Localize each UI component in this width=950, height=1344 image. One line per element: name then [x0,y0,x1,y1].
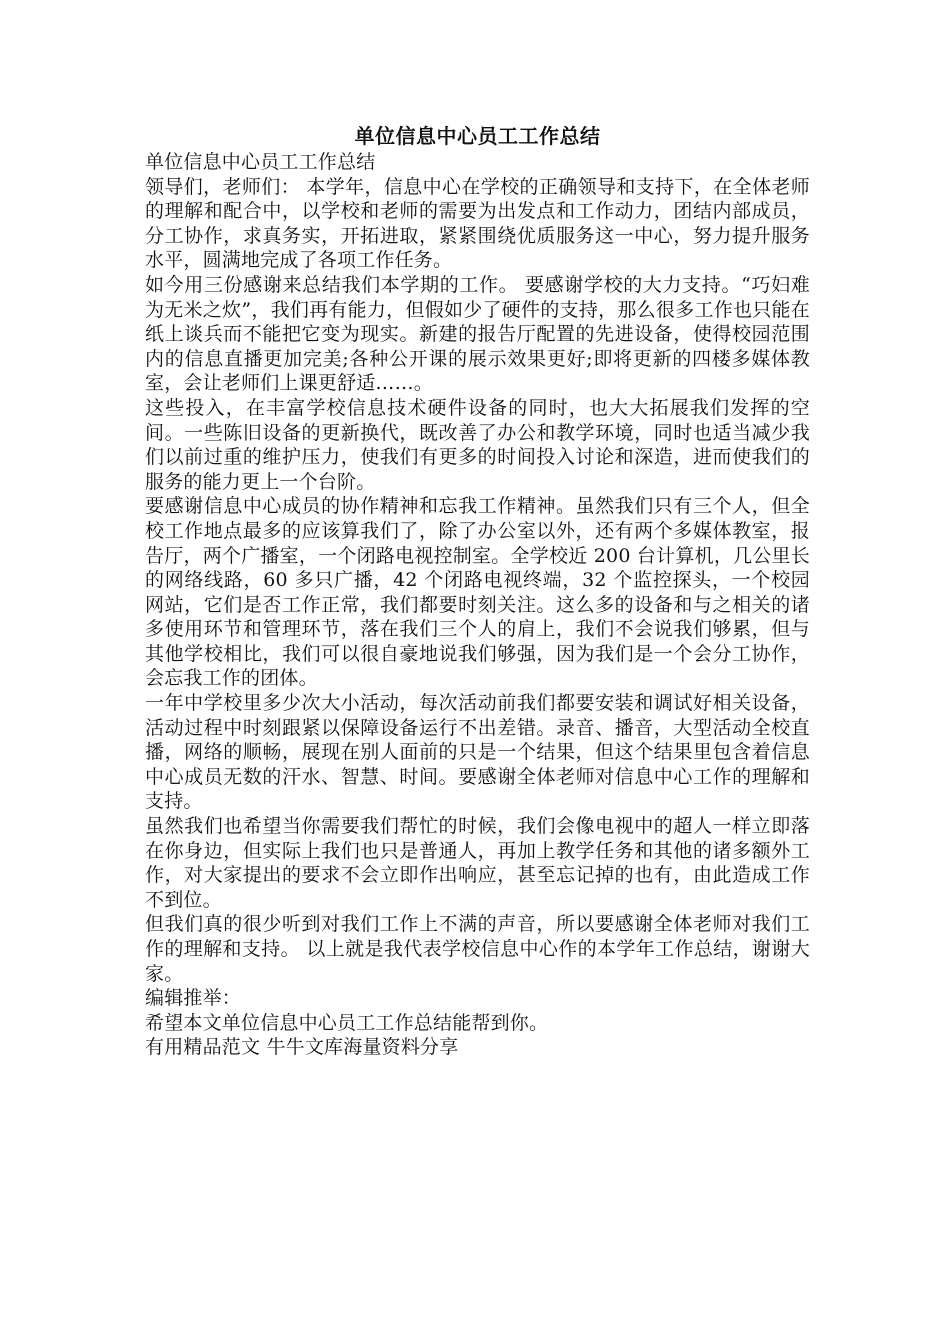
document-body [145,122,810,1060]
paragraph-activities: 一年中学校里多少次大小活动，每次活动前我们都要安装和调试好相关设备，活动过程中时刻跟紧以保障设备运行不出差错。录音、播音，大型活动全校直播，网络的顺畅，展现在别人面前的只是一个结果，但这个结果里包含着信息中心成员无数的汗水、智慧、时间。要感谢全体老师对信息中心工作的理解和支持。 [145,692,810,813]
paragraph-investment: 这些投入，在丰富学校信息技术硬件设备的同时，也大大拓展我们发挥的空间。一些陈旧设备的更新换代，既改善了办公和教学环境，同时也适当减少我们以前过重的维护压力，使我们有更多的时间投入讨论和深造，进而使我们的服务的能力更上一个台阶。 [145,396,810,493]
paragraph-editor-label: 编辑推举： [145,987,242,1010]
paragraph-subtitle: 单位信息中心员工工作总结 [145,151,376,173]
paragraph-thanks-school: 如今用三份感谢来总结我们本学期的工作。 要感谢学校的大力支持。“巧妇难为无米之炊”，我们再有能力，但假如少了硬件的支持，那么很多工作也只能在纸上谈兵而不能把它变为现实。新建的报告厅配置的先进设备，使得校园范围内的信息直播更加完美;各种公开课的展示效果更好;即将更新的四楼多媒体教室，会让老师们上课更舒适……。 [145,273,810,395]
paragraph-editor-note: 希望本文单位信息中心员工工作总结能帮到你。 [145,1011,549,1034]
paragraph-limitations: 虽然我们也希望当你需要我们帮忙的时候，我们会像电视中的超人一样立即落在你身边，但实际上我们也只是普通人，再加上教学任务和其他的诸多额外工作，对大家提出的要求不会立即作出响应，甚至忘记掉的也有，由此造成工作不到位。 [145,815,810,911]
document-title: 单位信息中心员工工作总结 [354,124,601,148]
paragraph-greeting: 领导们，老师们： 本学年，信息中心在学校的正确领导和支持下，在全体老师的理解和配合中，以学校和老师的需要为出发点和工作动力，团结内部成员，分工协作，求真务实，开拓进取，紧紧围绕优质服务这一中心，努力提升服务水平，圆满地完成了各项工作任务。 [145,175,810,272]
paragraph-thanks-team: 要感谢信息中心成员的协作精神和忘我工作精神。虽然我们只有三个人，但全校工作地点最多的应该算我们了，除了办公室以外，还有两个多媒体教室，报告厅，两个广播室，一个闭路电视控制室。全学校近 200 台计算机，几公里长的网络线路，60 多只广播，42 个闭路电视终端，32 个监控探头，一个校园网站，它们是否工作正常，我们都要时刻关注。这么多的设备和与之相关的诸多使用环节和管理环节，落在我们三个人的肩上，我们不会说我们够累，但与其他学校相比，我们可以很自豪地说我们够强，因为我们是一个会分工协作，会忘我工作的团体。 [145,495,810,690]
paragraph-footer: 有用精品范文 牛牛文库海量资料分享 [145,1036,459,1059]
paragraph-closing: 但我们真的很少听到对我们工作上不满的声音，所以要感谢全体老师对我们工作的理解和支持。 以上就是我代表学校信息中心作的本学年工作总结，谢谢大家。 [145,913,810,985]
